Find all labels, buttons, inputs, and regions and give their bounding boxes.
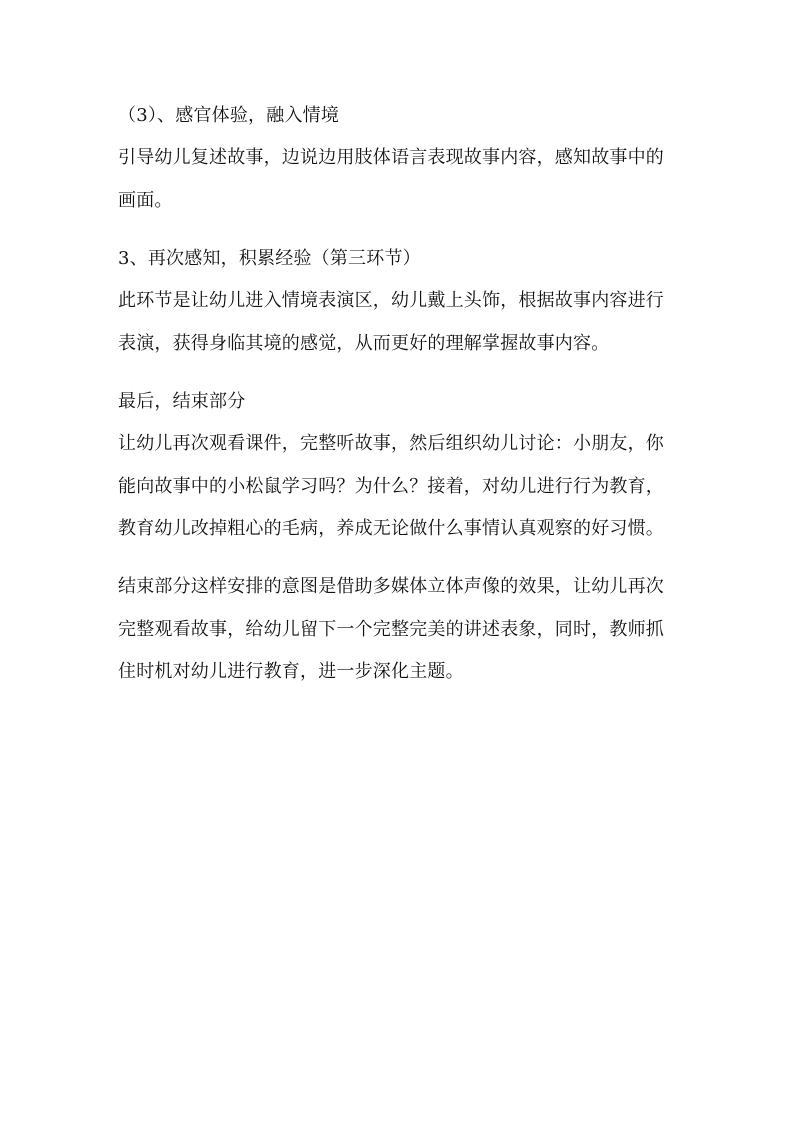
paragraph-line: 教育幼儿改掉粗心的毛病，养成无论做什么事情认真观察的好习惯。 [118, 518, 664, 539]
paragraph-line: 完整观看故事，给幼儿留下一个完整完美的讲述表象，同时，教师抓 [118, 619, 664, 640]
paragraph-line: 能向故事中的小松鼠学习吗？为什么？接着，对幼儿进行行为教育， [118, 476, 664, 497]
subsection-heading: （3）、感官体验，融入情境 [118, 105, 340, 126]
paragraph-line: 让幼儿再次观看课件，完整听故事，然后组织幼儿讨论：小朋友，你 [118, 433, 664, 454]
paragraph-line: 结束部分这样安排的意图是借助多媒体立体声像的效果，让幼儿再次 [118, 576, 664, 597]
paragraph-line: 此环节是让幼儿进入情境表演区，幼儿戴上头饰，根据故事内容进行 [118, 290, 664, 311]
paragraph-line: 表演，获得身临其境的感觉，从而更好的理解掌握故事内容。 [118, 333, 610, 354]
section-heading: 3、再次感知，积累经验（第三环节） [118, 248, 421, 269]
paragraph-line: 画面。 [118, 190, 173, 211]
final-heading: 最后，结束部分 [118, 391, 246, 412]
paragraph-line: 住时机对幼儿进行教育，进一步深化主题。 [118, 661, 464, 682]
paragraph-line: 引导幼儿复述故事，边说边用肢体语言表现故事内容，感知故事中的 [118, 147, 664, 168]
